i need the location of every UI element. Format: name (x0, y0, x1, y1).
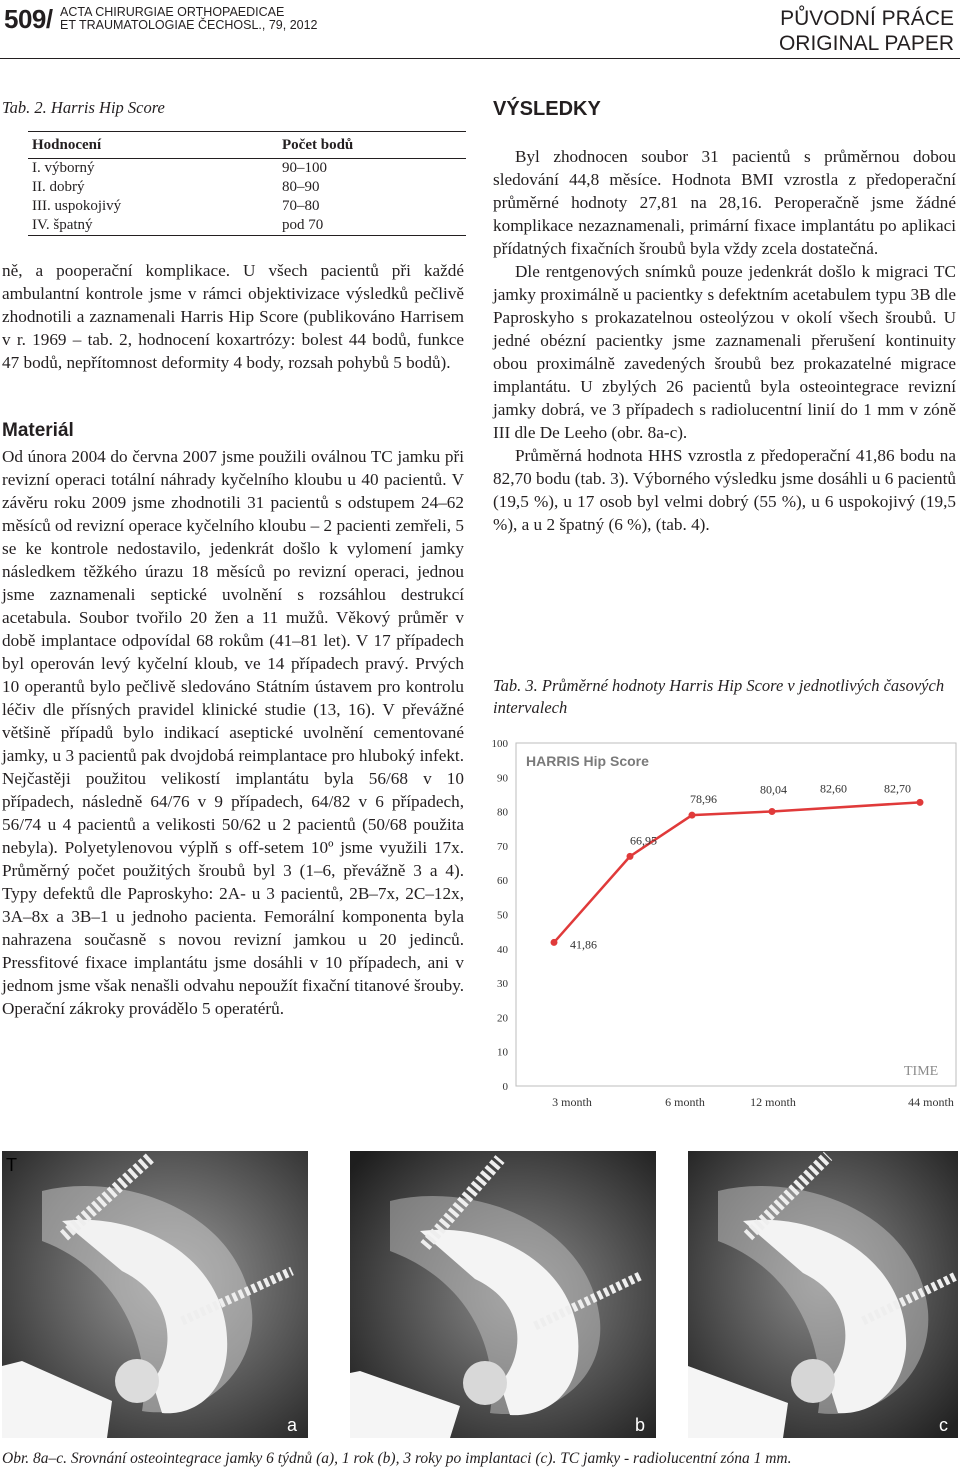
table2-cell-rating: II. dobrý (32, 179, 85, 195)
x-axis-title: TIME (904, 1064, 939, 1079)
y-tick-label: 60 (497, 875, 508, 888)
article-type-czech: PŮVODNÍ PRÁCE (780, 7, 954, 30)
results-section (493, 145, 956, 536)
intro-paragraph: ně, a pooperační komplikace. U všech pacientů při každé ambulantní kontrole jsme v rámci objektivizace výsledků pečlivě zhodnotili a zaznamenali Harris Hip Score (publikováno Harrisem v r. 1969 – tab. 2, hodnocení koxartrózy: bolest 44 bodů, funkce 47 bodů, nepřítomnost deformity 4 body, rozsah pohybů 5 bodů). (2, 261, 464, 372)
panel-marker-a: T (6, 1155, 17, 1175)
table2-cell-points: pod 70 (282, 217, 324, 233)
material-paragraph: Od února 2004 do června 2007 jsme použili oválnou TC jamku při revizní operaci totální náhrady kyčelního kloubu u 40 pacientů. V závěru roku 2009 jsme zhodnotili 31 pacientů s odstupem 24–62 měsíců od revizní operace kyčelního kloubu – 2 pacienti zemřeli, 5 se ke kontrole nedostavilo, jedenkrát došlo k vylomení jamky následkem těžkého úrazu 18 měsíců po revizní operaci, jednou jsme zaznamenali septické uvolnění s rozsáhlou destrukcí acetabula. Soubor tvořilo 20 žen a 11 mužů. Věkový průměr v době implantace odpovídal 68 rokům (41–81 let). V 17 případech byl operován levý kyčelní kloub, ve 14 případech pravý. Prvých 10 operantů bylo pečlivě sledováno Státním ústavem pro kontrolu léčiv dle přísných pravidel klinické studie (13, 16). V převážné většině případů bylo indikací aseptické uvolnění cementované jamky, u 3 pacientů pak dvojdobá reimplantace pro hluboký infekt. Nejčastěji použitou velikostí implantátu byla 56/68 v 10 případech, následně 64/76 v 9 případech, 64/82 v 6 případech, 56/74 u 4 pacientů a velikosti 50/62 u 2 pacientů (50/68 použita nebyla). Polyetylenovou výplň s off-setem 10º jsme využili 17x. Průměrný počet použitých šroubů byl 3 (1–6, převážně 3 a 4). Typy defektů dle Paproskyho: 2A- u 3 pacientů, 2B–7x, 2C–12x, 3A–8x a 3B–1 u jednoho pacienta. Femorální komponenta byla nahrazena současně s novou revizní jamkou u 20 jedinců. Pressfitové fixace implantátu jsme dosáhli v 10 případech, ani v jednom jsme však nenašli odvahu nepoužít fixační titanové šrouby. Operační zákroky provádělo 5 operatérů. (2, 447, 464, 1018)
data-label: 80,04 (760, 782, 787, 797)
results-paragraph-3: Průměrná hodnota HHS vzrostla z předoperační 41,86 bodu na 82,70 bodu (tab. 3). Výborného výsledku jsme dosáhli u 6 pacientů (19,5 %), u 17 osob byl velmi dobrý (55 %), u 6 uspokojivý (19,5 %), a u 2 špatný (6 %), (tab. 4). (493, 446, 956, 534)
journal-name (60, 6, 318, 32)
results-paragraph-2: Dle rentgenových snímků pouze jedenkrát došlo k migraci TC jamky proximálně u pacientky s defektním acetabulem typu 3B dle Paproskyho s prokazatelnou osteolýzou v okolí všech šroubů. U jedné obézní pacientky jsme zaznamenali přerušení kontinuity obou proximálně zavedených šroubů bez prokazatelné migrace implantátu. U zbylých 26 pacientů byla osteointegrace revizní jamky dobrá, ve 3 případech s radiolucentní linií do 1 mm v zóně III dle De Leeho (obr. 8a-c). (493, 262, 956, 442)
material-section (2, 445, 464, 1020)
y-tick-label: 10 (497, 1046, 508, 1059)
table2-header-row (28, 131, 466, 159)
material-heading: Materiál (2, 420, 74, 441)
x-axis-ticks (552, 1095, 954, 1109)
y-tick-label: 80 (497, 806, 508, 819)
xray-image-b (350, 1151, 656, 1438)
xray-photo-a (2, 1151, 308, 1438)
chart-title: HARRIS Hip Score (526, 753, 649, 769)
x-tick-label: 12 month (750, 1095, 796, 1109)
panel-label-a: a (286, 1415, 297, 1435)
hhs-chart (488, 735, 958, 1115)
y-tick-label: 40 (497, 943, 508, 956)
y-tick-label: 0 (502, 1081, 508, 1093)
table2-cell-rating: I. výborný (32, 160, 95, 176)
data-label: 41,86 (570, 937, 597, 952)
data-label: 66,95 (630, 833, 657, 848)
journal-name-line2: ET TRAUMATOLOGIAE ČECHOSL., 79, 2012 (60, 18, 318, 32)
table2-caption: Tab. 2. Harris Hip Score (2, 98, 165, 117)
xray-image-c (688, 1151, 958, 1438)
panel-label-c: c (939, 1415, 948, 1435)
data-label: 82,60 (820, 781, 847, 796)
table-row (28, 197, 466, 216)
data-label: 78,96 (690, 792, 717, 807)
table2 (28, 131, 466, 236)
y-tick-label: 70 (497, 840, 508, 853)
article-type (779, 6, 954, 56)
table-row (28, 216, 466, 236)
y-tick-label: 90 (497, 772, 508, 785)
y-tick-label: 20 (497, 1012, 508, 1025)
table3-caption: Tab. 3. Průměrné hodnoty Harris Hip Score v jednotlivých časových intervalech (493, 676, 945, 717)
header-rule (0, 58, 960, 59)
figure8-caption: Obr. 8a–c. Srovnání osteointegrace jamky 6 týdnů (a), 1 rok (b), 3 roky po implantaci (c). TC jamky - radiolucentní zóna 1 mm. (2, 1450, 792, 1467)
y-axis-ticks (492, 738, 509, 1093)
y-tick-label: 100 (491, 738, 508, 750)
table2-cell-points: 70–80 (282, 198, 320, 214)
table2-header-points: Počet bodů (282, 137, 354, 153)
table2-header-rating: Hodnocení (32, 137, 102, 153)
data-point (627, 853, 634, 860)
data-point (551, 939, 558, 946)
table2-cell-rating: IV. špatný (32, 217, 93, 233)
xray-photo-c (688, 1151, 958, 1438)
x-tick-label: 44 month (908, 1095, 954, 1109)
results-paragraph-1: Byl zhodnocen soubor 31 pacientů s průměrnou dobou sledování 44,8 měsíce. Hodnota BMI vzrostla z předoperační průměrné hodnoty 27,81 na 28,16. Peroperačně jsme žádné komplikace nezaznamenali, primární fixace implantátu po aplikaci přídatných fixačních šroubů byla vždy zcela dostatečná. (493, 147, 956, 258)
y-tick-label: 50 (497, 909, 508, 922)
journal-name-line1: ACTA CHIRURGIAE ORTHOPAEDICAE (60, 5, 285, 19)
data-point (917, 799, 924, 806)
table2-cell-points: 80–90 (282, 179, 320, 195)
table-row (28, 178, 466, 197)
data-label: 82,70 (884, 781, 911, 796)
table-row (28, 159, 466, 178)
left-intro-paragraph (2, 259, 464, 374)
panel-label-b: b (634, 1415, 645, 1435)
xray-image-a (2, 1151, 308, 1438)
data-point (689, 812, 696, 819)
x-tick-label: 3 month (552, 1095, 592, 1109)
table2-cell-points: 90–100 (282, 160, 327, 176)
data-point (769, 808, 776, 815)
page-number: 509/ (4, 4, 53, 34)
x-tick-label: 6 month (665, 1095, 705, 1109)
xray-photo-b (350, 1151, 656, 1438)
article-type-english: ORIGINAL PAPER (778, 32, 954, 55)
results-heading: VÝSLEDKY (493, 98, 601, 120)
table2-cell-rating: III. uspokojivý (32, 198, 122, 214)
y-tick-label: 30 (497, 978, 508, 991)
